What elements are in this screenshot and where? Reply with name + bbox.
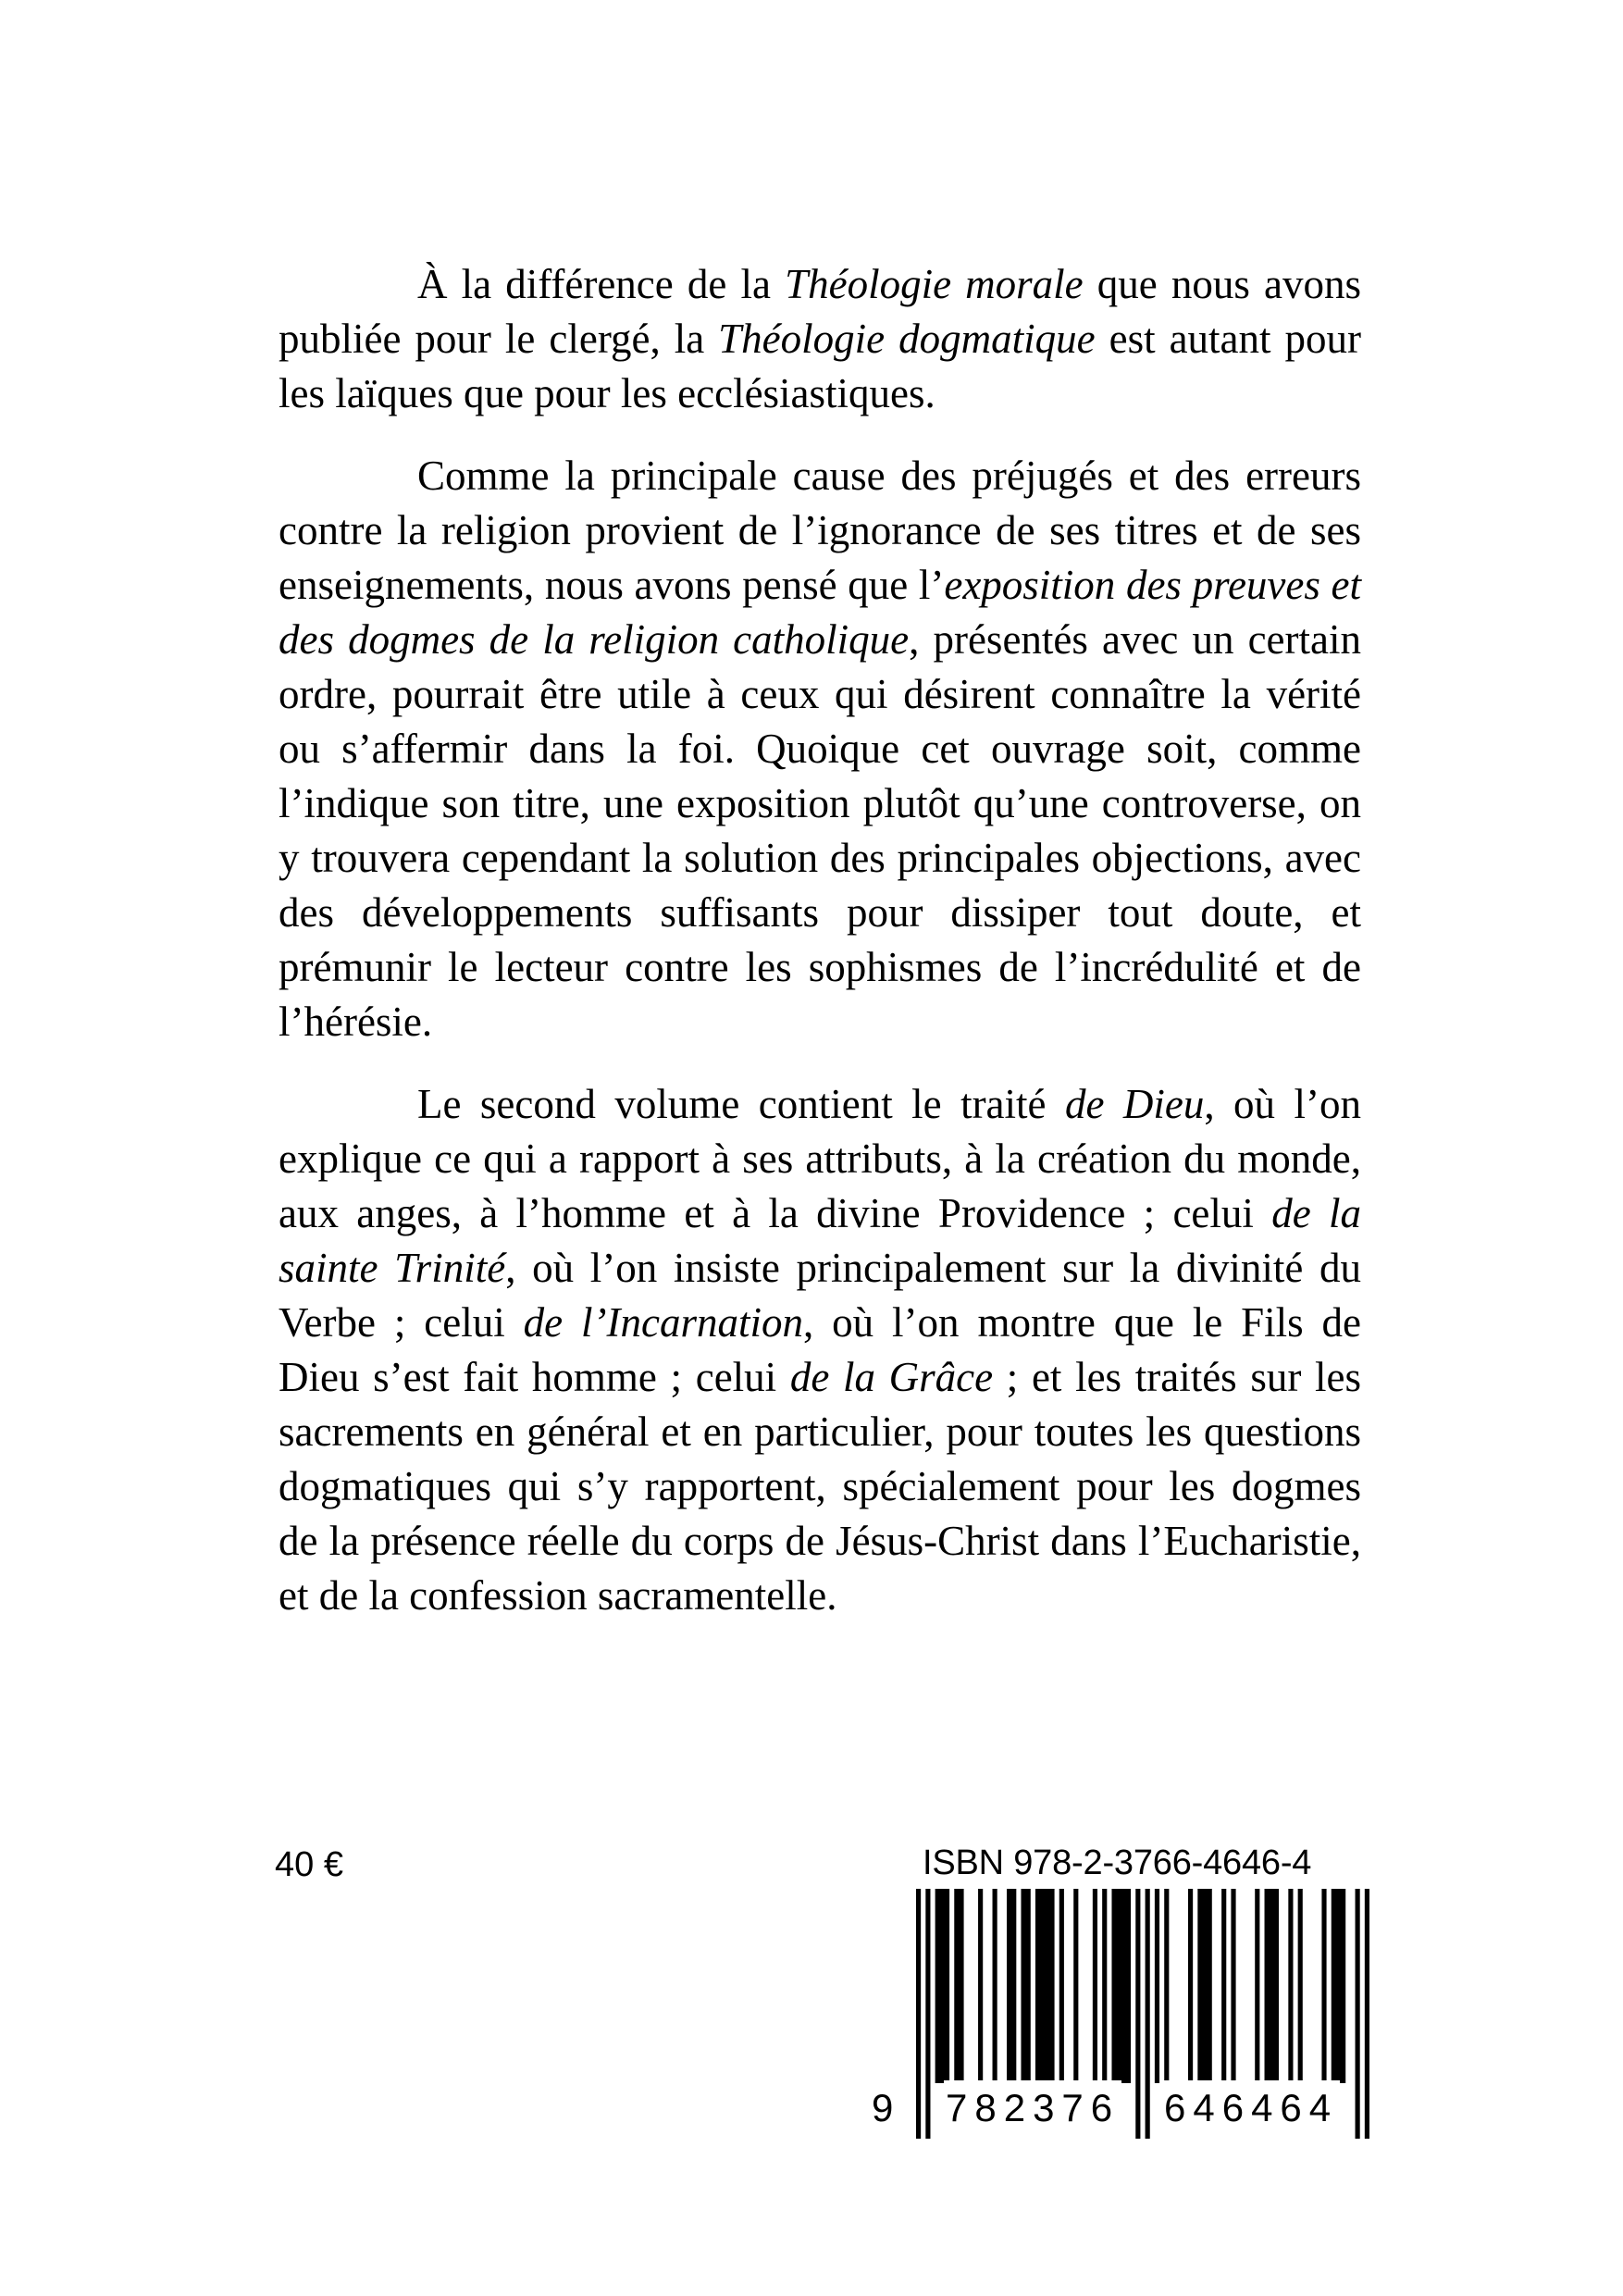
barcode-digits-right: 646464 [1162,2080,1340,2136]
italic-title: de l’Incarnation [523,1299,803,1346]
italic-title: de la Grâce [789,1354,994,1400]
barcode-bar [1197,1889,1211,2083]
barcode-bar [1298,1889,1303,2083]
text-run: , où l’on explique ce qui a rapport à ses attributs, à la création du monde, aux anges, à l’homme et à la divine Providence ; celui [279,1081,1361,1236]
paragraph-1 [279,257,1361,421]
barcode-bar [1007,1889,1016,2083]
barcode-bar [1221,1889,1226,2083]
barcode-digits-left: 782376 [944,2080,1121,2136]
barcode-bar [1111,1889,1131,2083]
text-run: ; et les traités sur les sacrements en général et en particulier, pour toutes les questions dogmatiques qui s’y rapportent, spécialement pour les dogmes de la présence réelle du corps de Jésus-Christ dans l’Eucharistie, et de la confession sacramentelle. [279,1354,1361,1619]
barcode-bar [1021,1889,1030,2083]
italic-title: Théologie morale [785,261,1084,307]
price-label: 40 € [275,1845,343,1884]
text-run: , où l’on insiste principalement sur la divinité du Verbe ; celui [279,1245,1361,1346]
barcode-bar [954,1889,963,2083]
italic-title: Théologie dogmatique [718,316,1096,362]
text-run: , où l’on montre que le Fils de Dieu s’est fait homme ; celui [279,1299,1362,1400]
barcode-bar [978,1889,983,2083]
barcode-bar [1255,1889,1259,2083]
text-run: Comme la principale cause des préjugés et des erreurs contre la religion provient de l’ignorance de ses titres et de ses enseignements, nous avons pensé que l’ [279,453,1361,608]
barcode-bar [1321,1889,1326,2083]
barcode-digit-first: 9 [870,2080,902,2136]
text-run: , présentés avec un certain ordre, pourrait être utile à ceux qui désirent connaître la vérité ou s’affermir dans la foi. Quoique cet ouvrage soit, comme l’indique son titre, une exposition plutôt qu’une controverse, on y trouvera cependant la solution des principales objections, avec des développements suffisants pour dissiper tout doute, et prémunir le lecteur contre les sophismes de l’incrédulité et de l’hérésie. [279,616,1361,1045]
italic-title: de la sainte Trinité [279,1190,1361,1291]
barcode-bar [1035,1889,1055,2083]
text-run: Le second volume contient le traité [417,1081,1065,1127]
barcode-bar [1265,1889,1279,2083]
paragraph-3 [279,1077,1361,1623]
barcode-bar [1188,1889,1193,2083]
barcode-bar [1332,1889,1345,2083]
italic-title: exposition des preuves et des dogmes de la religion catholique [279,562,1361,663]
barcode-bar [1073,1889,1078,2083]
paragraph-2 [279,449,1361,1049]
blurb-text [279,257,1361,1651]
isbn-label: ISBN 978-2-3766-4646-4 [923,1843,1312,1882]
barcode-bar [1102,1889,1107,2083]
text-run: est autant pour les laïques que pour les ecclésiastiques. [279,316,1361,416]
text-run: que nous avons publiée pour le clergé, la [279,261,1361,362]
barcode-bar [1093,1889,1097,2083]
barcode-bar [993,1889,997,2083]
barcode-digits [870,2080,1374,2136]
barcode-bar [1059,1889,1064,2083]
barcode-bar [935,1889,949,2083]
barcode-bar [1164,1889,1169,2083]
barcode-bar [1288,1889,1293,2083]
text-run: À la différence de la [417,261,786,307]
italic-title: de Dieu [1064,1081,1205,1127]
barcode-bar [1231,1889,1235,2083]
barcode-bar [1155,1889,1159,2083]
